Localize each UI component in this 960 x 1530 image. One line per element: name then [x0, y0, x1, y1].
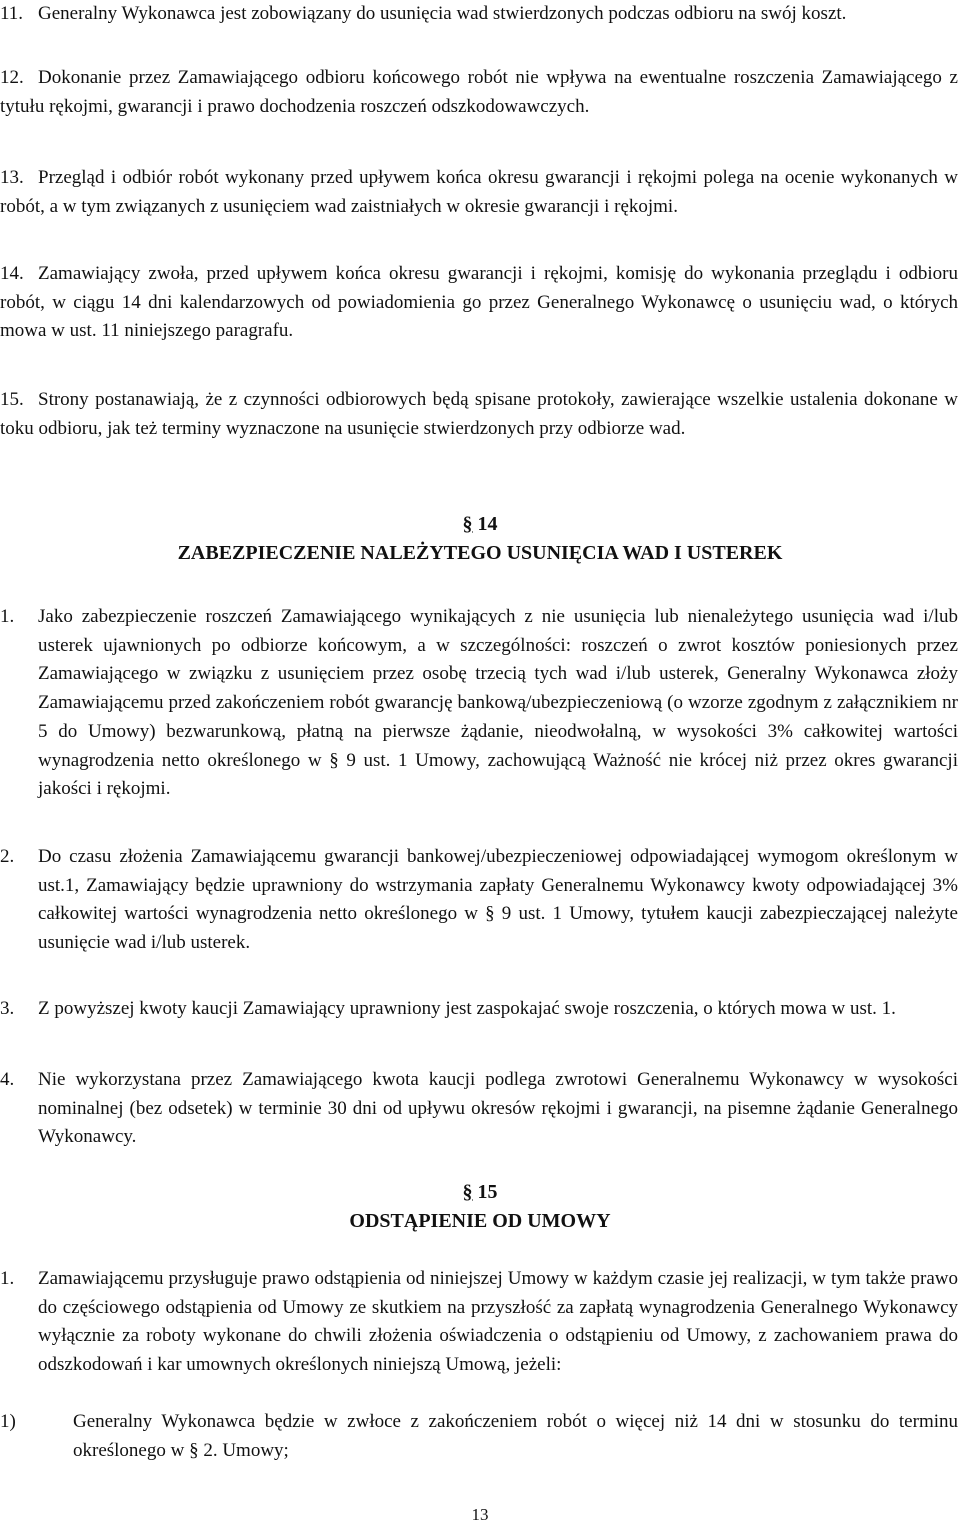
item-number: 1. [0, 606, 15, 627]
item-text: Nie wykorzystana przez Zamawiającego kwota kaucji podlega zwrotowi Generalnemu Wykonawcy w wysokości nominalnej (bez odsetek) w terminie 30 dni od upływu okresów rękojmi i gwarancji, na pisemne żądanie Generalnego Wykonawcy. [38, 1069, 958, 1148]
section-title: ZABEZPIECZENIE NALEŻYTEGO USUNIĘCIA WAD I USTEREK [177, 542, 783, 564]
item-text: Jako zabezpieczenie roszczeń Zamawiającego wynikających z nie usunięcia lub nienależytego usunięcia wad i/lub usterek ujawnionych po odbiorze końcowym, a w szczególności: roszczeń o zwrot kosztów poniesionych przez Zamawiającego w związku z usunięciem przez osobę trzecią tych wad i/lub usterek, Generalny Wykonawca złoży Zamawiającemu przed zakończeniem robót gwarancję bankową/ubezpieczeniową (o wzorze zgodnym z załącznikiem nr 5 do Umowy) bezwarunkową, płatną na pierwsze żądanie, nieodwołalną, w wysokości 3% całkowitej wartości wynagrodzenia netto określonego w § 9 ust. 1 Umowy, zachowującą Ważność nie krócej niż przez okres gwarancji jakości i rękojmi. [38, 606, 958, 800]
item-text: Z powyższej kwoty kaucji Zamawiający uprawniony jest zaspokajać swoje roszczenia, o których mowa w ust. 1. [38, 998, 896, 1019]
clause-11 [0, 0, 958, 29]
clause-text: Generalny Wykonawca jest zobowiązany do usunięcia wad stwierdzonych podczas odbioru na swój koszt. [38, 3, 847, 24]
section-14-heading [0, 510, 960, 568]
item-number: 3. [0, 998, 15, 1019]
item-number: 1. [0, 1268, 15, 1289]
clause-14 [0, 260, 958, 346]
paragraph-symbol: § [462, 513, 473, 535]
paragraph-symbol: § [462, 1181, 473, 1203]
item-number: 4. [0, 1069, 15, 1090]
clause-number: 14. [0, 263, 24, 284]
section-number-value: 14 [477, 513, 498, 535]
clause-text: Przegląd i odbiór robót wykonany przed upływem końca okresu gwarancji i rękojmi polega na ocenie wykonanych w robót, a w tym związanych z usunięciem wad zaistniałych w okresie gwarancji i rękojmi. [0, 167, 958, 217]
page-number: 13 [471, 1505, 489, 1524]
clause-number: 13. [0, 167, 24, 188]
subitem-number: 1) [0, 1411, 16, 1432]
clause-13 [0, 164, 958, 221]
item-number: 2. [0, 846, 15, 867]
section-15-item-1 [0, 1265, 958, 1380]
section-number [0, 1178, 960, 1207]
subitem-text: Generalny Wykonawca będzie w zwłoce z zakończeniem robót o więcej niż 14 dni w stosunku do terminu określonego w § 2. Umowy; [73, 1411, 958, 1461]
clause-number: 12. [0, 67, 24, 88]
item-text: Do czasu złożenia Zamawiającemu gwarancji bankowej/ubezpieczeniowej odpowiadającej wymogom określonym w ust.1, Zamawiający będzie uprawniony do wstrzymania zapłaty Generalnemu Wykonawcy kwoty odpowiadającej 3% całkowitej wartości wynagrodzenia netto określonego w § 9 ust. 1 Umowy, tytułem kaucji zabezpieczającej należyte usunięcie wad i/lub usterek. [38, 846, 958, 954]
section-14-item-3 [0, 995, 958, 1024]
section-number-value: 15 [477, 1181, 498, 1203]
section-15-heading [0, 1178, 960, 1236]
clause-number: 15. [0, 389, 24, 410]
clause-text: Dokonanie przez Zamawiającego odbioru końcowego robót nie wpływa na ewentualne roszczenia Zamawiającego z tytułu rękojmi, gwarancji i prawo dochodzenia roszczeń odszkodowawczych. [0, 67, 958, 117]
item-text: Zamawiającemu przysługuje prawo odstąpienia od niniejszej Umowy w każdym czasie jej realizacji, w tym także prawo do częściowego odstąpienia od Umowy ze skutkiem na przyszłość za zapłatą wynagrodzenia Generalnego Wykonawcy wyłącznie za roboty wykonane do chwili złożenia oświadczenia o odstąpieniu od Umowy, z zachowaniem prawa do odszkodowań i kar umownych określonych niniejszą Umową, jeżeli: [38, 1268, 958, 1376]
clause-text: Strony postanawiają, że z czynności odbiorowych będą spisane protokoły, zawierające wszelkie ustalenia dokonane w toku odbioru, jak też terminy wyznaczone na usunięcie stwierdzonych przy odbiorze wad. [0, 389, 958, 439]
clause-12 [0, 64, 958, 121]
section-title: ODSTĄPIENIE OD UMOWY [349, 1210, 611, 1232]
clause-15 [0, 386, 958, 443]
section-14-item-1 [0, 603, 958, 804]
clause-text: Zamawiający zwoła, przed upływem końca okresu gwarancji i rękojmi, komisję do wykonania przeglądu i odbioru robót, w ciągu 14 dni kalendarzowych od powiadomienia go przez Generalnego Wykonawcę o usunięciu wad, o których mowa w ust. 11 niniejszego paragrafu. [0, 263, 958, 342]
section-14-item-2 [0, 843, 958, 958]
section-number [0, 510, 960, 539]
clause-number: 11. [0, 3, 24, 24]
section-14-item-4 [0, 1066, 958, 1152]
section-15-subitem-1 [0, 1408, 958, 1465]
